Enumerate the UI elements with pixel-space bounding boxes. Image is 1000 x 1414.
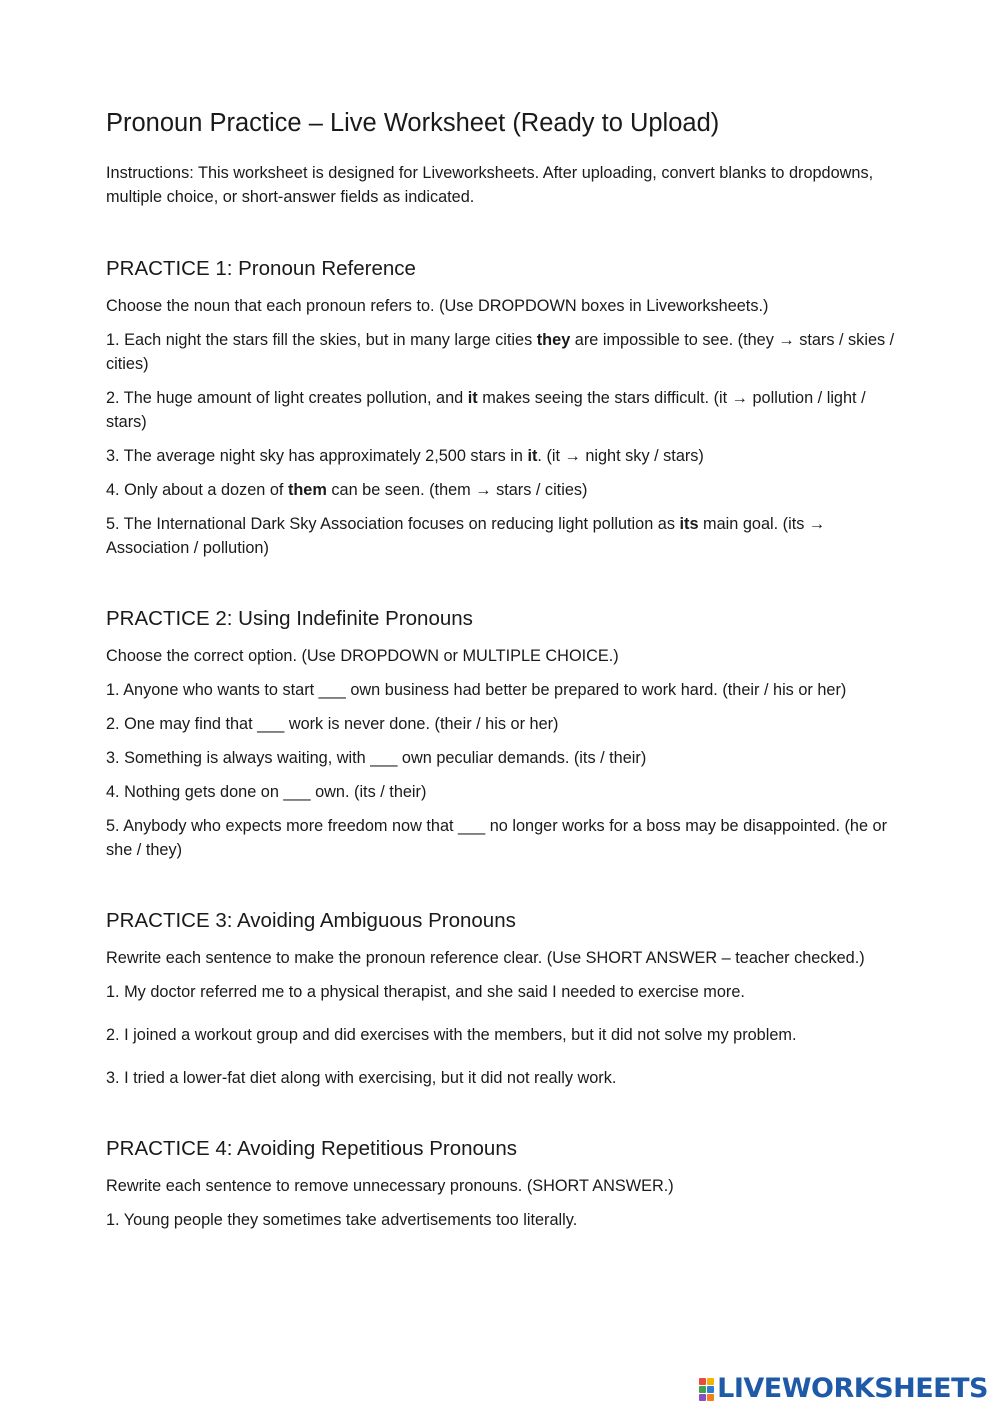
practice-2-intro: Choose the correct option. (Use DROPDOWN or MULTIPLE CHOICE.) — [106, 647, 619, 665]
practice-4-heading: PRACTICE 4: Avoiding Repetitious Pronouns — [106, 1137, 517, 1160]
logo-block — [707, 1378, 714, 1385]
item-text: 1. Each night the stars fill the skies, but in many large cities — [106, 331, 537, 349]
logo-text: LIVEWORKSHEETS — [717, 1373, 988, 1404]
item-text: can be seen. (them → stars / cities) — [326, 481, 588, 499]
logo-blocks-icon — [699, 1378, 714, 1401]
item-text: 4. Only about a dozen of — [106, 481, 288, 499]
item-text: 2. The huge amount of light creates pollution, and — [106, 389, 468, 407]
item-text: main goal. (its → Association / pollution) — [106, 515, 826, 557]
practice-3-heading: PRACTICE 3: Avoiding Ambiguous Pronouns — [106, 909, 516, 932]
practice-3-section — [106, 908, 896, 1090]
logo-block — [707, 1386, 714, 1393]
practice-2-item: 1. Anyone who wants to start ___ own business had better be prepared to work hard. (their / his or her) — [106, 681, 847, 699]
practice-2-item: 5. Anybody who expects more freedom now that ___ no longer works for a boss may be disappointed. (he or she / they) — [106, 817, 888, 859]
page-title: Pronoun Practice – Live Worksheet (Ready to Upload) — [106, 109, 720, 137]
item-pronoun: its — [679, 515, 699, 533]
logo-block — [707, 1394, 714, 1401]
practice-4-item: 1. Young people they sometimes take advertisements too literally. — [106, 1211, 578, 1229]
practice-4-section — [106, 1136, 896, 1232]
practice-1-intro: Choose the noun that each pronoun refers to. (Use DROPDOWN boxes in Liveworksheets.) — [106, 297, 769, 315]
instructions-text: Instructions: This worksheet is designed for Liveworksheets. After uploading, convert blanks to dropdowns, multiple choice, or short-answer fields as indicated. — [106, 164, 874, 206]
item-pronoun: them — [287, 481, 327, 499]
item-text: . (it → night sky / stars) — [537, 447, 704, 465]
item-text: makes seeing the stars difficult. (it → pollution / light / stars) — [106, 389, 866, 431]
practice-2-item: 4. Nothing gets done on ___ own. (its / their) — [106, 783, 427, 801]
practice-1-item — [106, 328, 896, 376]
practice-2-item: 2. One may find that ___ work is never done. (their / his or her) — [106, 715, 559, 733]
practice-3-intro: Rewrite each sentence to make the pronoun reference clear. (Use SHORT ANSWER – teacher checked.) — [106, 949, 865, 967]
logo-block — [699, 1378, 706, 1385]
practice-2-item: 3. Something is always waiting, with ___ own peculiar demands. (its / their) — [106, 749, 647, 767]
item-pronoun: it — [527, 447, 538, 465]
liveworksheets-logo — [699, 1374, 988, 1404]
practice-1-heading: PRACTICE 1: Pronoun Reference — [106, 257, 416, 280]
practice-1-item — [106, 478, 896, 502]
item-pronoun: they — [536, 331, 571, 349]
practice-1-item — [106, 386, 896, 434]
practice-3-item: 2. I joined a workout group and did exercises with the members, but it did not solve my problem. — [106, 1026, 797, 1044]
practice-3-item: 1. My doctor referred me to a physical therapist, and she said I needed to exercise more. — [106, 983, 745, 1001]
practice-4-intro: Rewrite each sentence to remove unnecessary pronouns. (SHORT ANSWER.) — [106, 1177, 674, 1195]
item-pronoun: it — [467, 389, 478, 407]
practice-2-section — [106, 606, 896, 862]
practice-2-heading: PRACTICE 2: Using Indefinite Pronouns — [106, 607, 473, 630]
item-text: are impossible to see. (they → stars / skies / cities) — [106, 331, 895, 373]
practice-1-item — [106, 444, 896, 468]
worksheet-page — [106, 108, 896, 1242]
practice-1-item — [106, 512, 896, 560]
practice-1-section — [106, 256, 896, 560]
practice-3-item: 3. I tried a lower-fat diet along with exercising, but it did not really work. — [106, 1069, 617, 1087]
item-text: 3. The average night sky has approximately 2,500 stars in — [106, 447, 528, 465]
item-text: 5. The International Dark Sky Association focuses on reducing light pollution as — [106, 515, 680, 533]
logo-block — [699, 1394, 706, 1401]
logo-block — [699, 1386, 706, 1393]
